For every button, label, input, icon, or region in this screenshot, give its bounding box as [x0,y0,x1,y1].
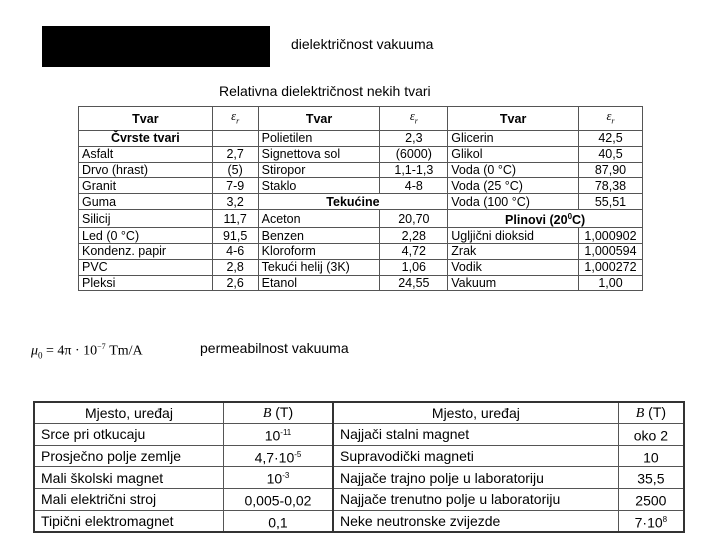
table2-header-row [34,402,684,424]
table-row [79,228,643,244]
header-place: Mjesto, uređaj [333,402,618,424]
table-cell: Voda (25 °C) [448,178,579,194]
magnetic-field-table [33,401,685,533]
table-cell: (6000) [380,146,448,162]
table-cell: Aceton [258,209,380,227]
table-cell: (5) [212,162,258,178]
table-cell: 35,5 [618,467,684,489]
header-substance: Tvar [448,107,579,131]
table-row [79,162,643,178]
table-cell: Drvo (hrast) [79,162,213,178]
table-cell: 40,5 [578,146,642,162]
table-cell: Prosječno polje zemlje [34,445,223,467]
table-cell: Zrak [448,243,579,259]
section-solids: Čvrste tvari [79,131,213,147]
table-cell: 11,7 [212,209,258,227]
table-row [79,259,643,275]
header-epsilon: $\varepsilon_r$ [380,107,448,131]
table-cell: 55,51 [578,194,642,210]
table-cell: Granit [79,178,213,194]
table1-title: Relativna dielektričnost nekih tvari [219,83,431,99]
header-substance: Tvar [258,107,380,131]
table-cell: Signettova sol [258,146,380,162]
table-cell: 2,7 [212,146,258,162]
table-cell: 4-6 [212,243,258,259]
table-row [79,194,643,210]
table-cell: $4,7\cdot 10^{-5}$ [223,445,333,467]
header-b: B (T) [618,402,684,424]
table-row [34,510,684,532]
table-cell: Guma [79,194,213,210]
table-cell: Najjači stalni magnet [333,424,618,446]
table-cell: Vodik [448,259,579,275]
table-cell: Glicerin [448,131,579,147]
table-cell: 78,38 [578,178,642,194]
table-cell: Asfalt [79,146,213,162]
vacuum-permeability-label: permeabilnost vakuuma [200,340,349,356]
section-liquids: Tekućine [258,194,448,210]
table-cell: Stiropor [258,162,380,178]
table-cell: Voda (0 °C) [448,162,579,178]
table-cell: 42,5 [578,131,642,147]
table-row [79,243,643,259]
table1-section-row [79,131,643,147]
table-cell: Mali školski magnet [34,467,223,489]
table-cell: Polietilen [258,131,380,147]
header-substance: Tvar [79,107,213,131]
table-cell: 0,005-0,02 [223,488,333,510]
table-cell: Najjače trajno polje u laboratoriju [333,467,618,489]
table-row [79,209,643,227]
table-cell: oko 2 [618,424,684,446]
table-cell: Benzen [258,228,380,244]
table-cell: Tipični elektromagnet [34,510,223,532]
dielectric-constants-table [78,106,643,291]
table-cell: 3,2 [212,194,258,210]
table-cell: 10 [618,445,684,467]
table-cell: Supravodički magneti [333,445,618,467]
table-row [34,445,684,467]
table-cell: Silicij [79,209,213,227]
table-cell: 2,3 [380,131,448,147]
table-cell: Mali električni stroj [34,488,223,510]
table-row [34,488,684,510]
table-cell: Kondenz. papir [79,243,213,259]
table-cell: 1,00 [578,275,642,291]
table-cell: Kloroform [258,243,380,259]
table-row [34,424,684,446]
table-cell: PVC [79,259,213,275]
table-cell: 1,1-1,3 [380,162,448,178]
table-cell: Pleksi [79,275,213,291]
table-row [79,178,643,194]
table-cell: 1,000902 [578,228,642,244]
table-cell: Glikol [448,146,579,162]
table-cell: 1,000272 [578,259,642,275]
table-row [79,275,643,291]
table-cell: 1,06 [380,259,448,275]
table-cell: 2500 [618,488,684,510]
table-cell: 0,1 [223,510,333,532]
table-cell: Voda (100 °C) [448,194,579,210]
table-cell: $10^{-11}$ [223,424,333,446]
table-cell: Neke neutronske zvijezde [333,510,618,532]
vacuum-permittivity-label: dielektričnost vakuuma [291,36,434,52]
table-cell: $7\cdot 10^8$ [618,510,684,532]
table-cell: 24,55 [380,275,448,291]
table1-header-row [79,107,643,131]
table-cell: Led (0 °C) [79,228,213,244]
table-cell: Tekući helij (3K) [258,259,380,275]
header-epsilon: $\varepsilon_r$ [212,107,258,131]
mu0-formula: $\mu_0 = 4\pi \cdot 10^{-7}$ Tm/A [31,342,143,361]
table-cell: Ugljični dioksid [448,228,579,244]
header-place: Mjesto, uređaj [34,402,223,424]
table-cell: 4-8 [380,178,448,194]
table-cell: 2,28 [380,228,448,244]
table-cell: 87,90 [578,162,642,178]
table-row [79,146,643,162]
redacted-title-box [42,26,270,67]
table-cell: 2,8 [212,259,258,275]
table-cell: Etanol [258,275,380,291]
table-cell: 7-9 [212,178,258,194]
table-cell: 4,72 [380,243,448,259]
table-cell: 91,5 [212,228,258,244]
table-cell: Staklo [258,178,380,194]
table-cell: 2,6 [212,275,258,291]
table-cell: 20,70 [380,209,448,227]
table-row [34,467,684,489]
table-cell: Najjače trenutno polje u laboratoriju [333,488,618,510]
table-cell: Srce pri otkucaju [34,424,223,446]
header-epsilon: $\varepsilon_r$ [578,107,642,131]
section-gases: Plinovi $(20^0C)$ [448,209,643,227]
table-cell: 1,000594 [578,243,642,259]
table-cell: $10^{-3}$ [223,467,333,489]
header-b: B (T) [223,402,333,424]
table-cell: Vakuum [448,275,579,291]
